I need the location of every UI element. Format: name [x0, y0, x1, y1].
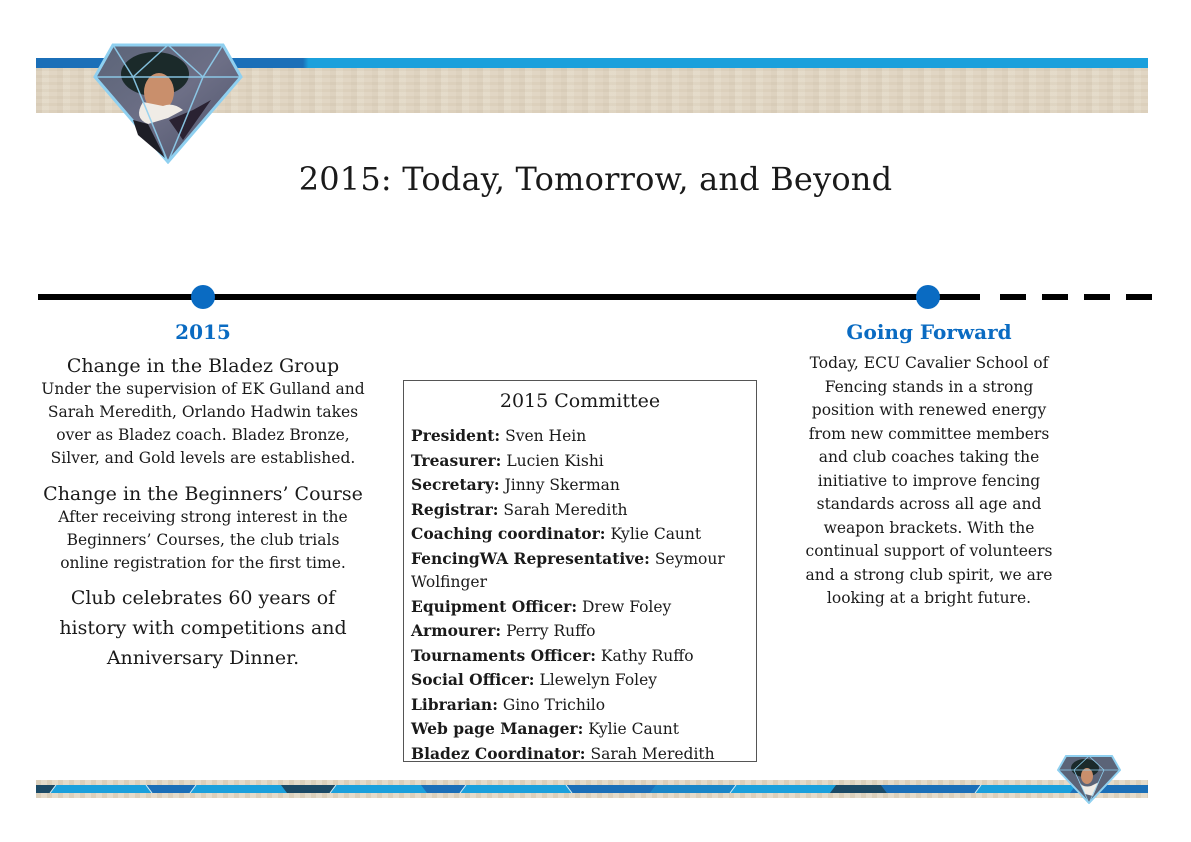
event-title: Change in the Beginners’ Course: [43, 483, 363, 505]
committee-member-name: Llewelyn Foley: [539, 671, 658, 689]
timeline-dash: [1000, 294, 1026, 300]
committee-member-name: Jinny Skerman: [504, 476, 620, 494]
committee-role: Secretary:: [411, 475, 500, 494]
committee-member-name: Sarah Meredith: [503, 500, 628, 519]
timeline-label-2015: 2015: [175, 320, 231, 344]
committee-member-name: Gino Trichilo: [502, 695, 606, 714]
diamond-portrait-logo-small: [1057, 754, 1121, 804]
committee-member: [411, 668, 756, 693]
committee-member-name: Kathy Ruffo: [600, 646, 694, 665]
timeline-marker-going-forward: [916, 285, 940, 309]
committee-member-name: Sarah Meredith: [590, 744, 715, 763]
committee-member: [411, 644, 756, 669]
event-body: After receiving strong interest in the Beginners’ Courses, the club trials online registration for the first time.: [58, 508, 348, 572]
committee-role: Registrar:: [411, 499, 499, 519]
committee-member-name: Kylie Caunt: [588, 720, 679, 738]
timeline-2015-column: [40, 318, 366, 673]
footer-stripe: [36, 785, 1148, 793]
event-highlight: Club celebrates 60 years of history with competitions and Anniversary Dinner.: [59, 587, 347, 669]
committee-role: Social Officer:: [411, 670, 535, 689]
committee-member: [411, 522, 756, 547]
committee-role: Tournaments Officer:: [411, 645, 596, 665]
committee-member: [411, 619, 756, 644]
committee-role: President:: [411, 426, 501, 445]
committee-member: [411, 693, 756, 718]
committee-member-name: Sven Hein: [505, 427, 587, 445]
committee-member: [411, 498, 756, 523]
timeline-dash: [1042, 294, 1068, 300]
committee-role: Bladez Coordinator:: [411, 743, 586, 763]
timeline-label-going-forward: Going Forward: [846, 320, 1012, 344]
committee-role: Treasurer:: [411, 450, 502, 470]
committee-member: [411, 449, 756, 474]
event-body: Under the supervision of EK Gulland and Sarah Meredith, Orlando Hadwin takes over as Bladez coach. Bladez Bronze, Silver, and Gold levels are established.: [41, 380, 365, 467]
page-title: 2015: Today, Tomorrow, and Beyond: [298, 160, 893, 198]
committee-role: Librarian:: [411, 694, 498, 714]
going-forward-body: Today, ECU Cavalier School of Fencing stands in a strong position with renewed energy from new committee members and club coaches taking the initiative to improve fencing standards across all age and weapon brackets. With the continual support of volunteers and a strong club spirit, we are looking at a bright future.: [805, 354, 1053, 607]
committee-member: [411, 595, 756, 620]
diamond-portrait-logo: [93, 40, 243, 164]
committee-member-name: Drew Foley: [581, 597, 672, 616]
timeline-line: [38, 294, 980, 300]
committee-member-name: Lucien Kishi: [506, 451, 604, 470]
committee-member-name: Kylie Caunt: [610, 525, 702, 543]
committee-role: Web page Manager:: [411, 719, 584, 738]
committee-box: [403, 380, 757, 762]
timeline-dash: [1084, 294, 1110, 300]
event-title: Change in the Bladez Group: [66, 355, 340, 377]
committee-role: Coaching coordinator:: [411, 524, 606, 543]
committee-list: [411, 424, 756, 766]
committee-member-name: Perry Ruffo: [506, 622, 596, 640]
committee-member-name: Seymour Wolfinger: [411, 549, 725, 591]
committee-member: [411, 717, 756, 742]
committee-title: 2015 Committee: [499, 390, 661, 412]
timeline-going-forward-column: [798, 318, 1060, 611]
committee-role: Equipment Officer:: [411, 596, 578, 616]
committee-member: [411, 473, 756, 498]
timeline-dash: [1126, 294, 1152, 300]
committee-member: [411, 547, 756, 595]
committee-role: FencingWA Representative:: [411, 548, 650, 568]
committee-member: [411, 742, 756, 767]
committee-member: [411, 424, 756, 449]
timeline-marker-2015: [191, 285, 215, 309]
committee-role: Armourer:: [411, 621, 502, 640]
